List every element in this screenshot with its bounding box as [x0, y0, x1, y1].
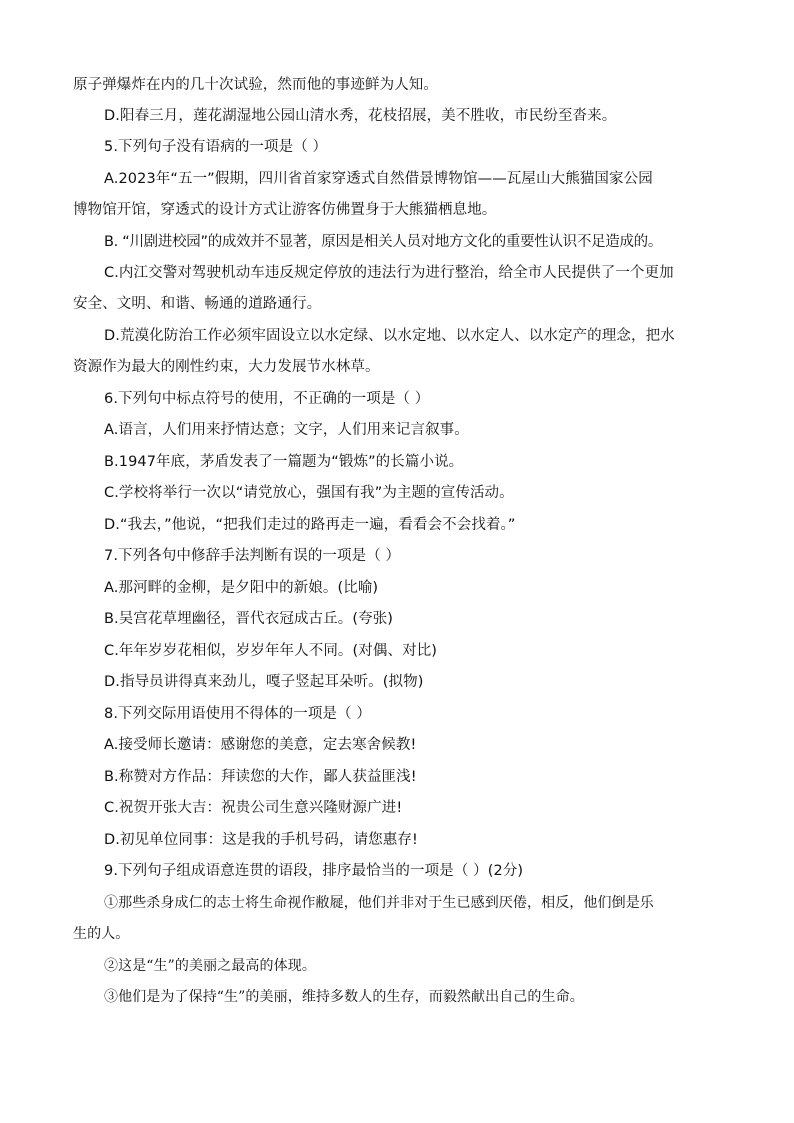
- option-b: B.称赞对方作品：拜读您的大作，鄙人获益匪浅!: [104, 769, 417, 785]
- question-7: 7.下列各句中修辞手法判断有误的一项是（ ）: [104, 548, 401, 564]
- text-line: 原子弹爆炸在内的几十次试验，然而他的事迹鲜为人知。: [73, 77, 438, 93]
- question-5: 5.下列句子没有语病的一项是（ ）: [104, 139, 328, 155]
- option-c: C.年年岁岁花相似，岁岁年年人不同。(对偶、对比): [104, 643, 438, 659]
- question-6: 6.下列句中标点符号的使用，不正确的一项是（ ）: [104, 391, 430, 407]
- sentence-1: ①那些杀身成仁的志士将生命视作敝屣，他们并非对于生已感到厌倦，相反，他们倒是乐: [104, 895, 654, 911]
- option-d: D.荒漠化防治工作必须牢固设立以水定绿、以水定地、以水定人、以水定产的理念，把水: [104, 328, 675, 344]
- option-b: B. “川剧进校园”的成效并不显著，原因是相关人员对地方文化的重要性认识不足造成的。: [104, 234, 663, 250]
- text-line: 安全、文明、和谐、畅通的道路通行。: [73, 296, 322, 312]
- option-d: D.初见单位同事：这是我的手机号码，请您惠存!: [104, 832, 418, 848]
- option-c: C.祝贺开张大吉：祝贵公司生意兴隆财源广进!: [104, 800, 403, 816]
- option-d: D.“我去，”他说，“把我们走过的路再走一遍，看看会不会找着。”: [104, 517, 516, 533]
- option-d: D.指导员讲得真来劲儿，嘎子竖起耳朵听。(拟物): [104, 674, 424, 690]
- text-line: 生的人。: [73, 926, 130, 942]
- option-c: C.内江交警对驾驶机动车违反规定停放的违法行为进行整治，给全市人民提供了一个更加: [104, 265, 674, 281]
- option-a: A.2023年“五一”假期，四川省首家穿透式自然借景博物馆——瓦屋山大熊猫国家公园: [104, 171, 653, 187]
- option-a: A.接受师长邀请：感谢您的美意，定去寒舍候教!: [104, 737, 417, 753]
- option-a: A.语言，人们用来抒情达意；文字，人们用来记言叙事。: [104, 422, 469, 438]
- option-c: C.学校将举行一次以“请党放心，强国有我”为主题的宣传活动。: [104, 485, 514, 501]
- sentence-3: ③他们是为了保持“生”的美丽，维持多数人的生存，而毅然献出自己的生命。: [104, 989, 584, 1005]
- text-line: 资源作为最大的刚性约束，大力发展节水林草。: [73, 359, 380, 375]
- option-d: D.阳春三月，莲花湖湿地公园山清水秀，花枝招展，美不胜收，市民纷至沓来。: [104, 108, 617, 124]
- question-8: 8.下列交际用语使用不得体的一项是（ ）: [104, 706, 371, 722]
- text-line: 博物馆开馆，穿透式的设计方式让游客仿佛置身于大熊猫栖息地。: [73, 202, 497, 218]
- option-a: A.那河畔的金柳，是夕阳中的新娘。(比喻): [104, 580, 379, 596]
- option-b: B.吴宫花草埋幽径，晋代衣冠成古丘。(夸张): [104, 611, 394, 627]
- question-9: 9.下列句子组成语意连贯的语段，排序最恰当的一项是（ ）(2分): [104, 863, 524, 879]
- sentence-2: ②这是“生”的美丽之最高的体现。: [104, 958, 316, 974]
- option-b: B.1947年底，茅盾发表了一篇题为“锻炼”的长篇小说。: [104, 454, 464, 470]
